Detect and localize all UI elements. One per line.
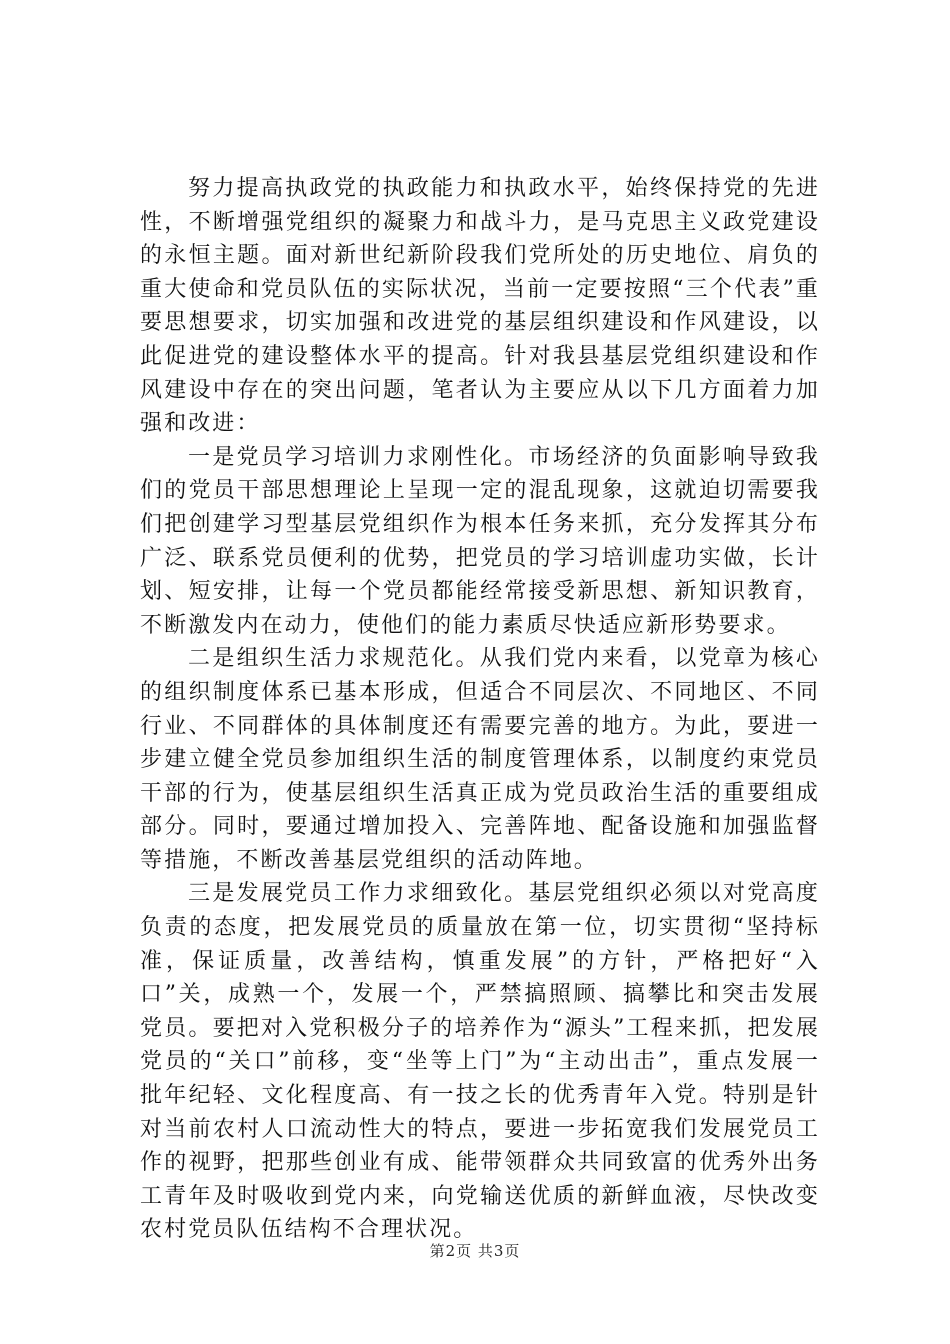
paragraph-point-3: 三是发展党员工作力求细致化。基层党组织必须以对党高度负责的态度，把发展党员的质量放在第一位，切实贯彻“坚持标准，保证质量，改善结构，慎重发展”的方针，严格把好“入口”关，成熟一个，发展一个，严禁搞照顾、搞攀比和突击发展党员。要把对入党积极分子的培养作为“源头”工程来抓，把发展党员的“关口”前移，变“坐等上门”为“主动出击”，重点发展一批年纪轻、文化程度高、有一技之长的优秀青年入党。特别是针对当前农村人口流动性大的特点，要进一步拓宽我们发展党员工作的视野，把那些创业有成、能带领群众共同致富的优秀外出务工青年及时吸收到党内来，向党输送优质的新鲜血液，尽快改变农村党员队伍结构不合理状况。	[140, 881, 820, 1243]
paragraph-point-2: 二是组织生活力求规范化。从我们党内来看，以党章为核心的组织制度体系已基本形成，但适合不同层次、不同地区、不同行业、不同群体的具体制度还有需要完善的地方。为此，要进一步建立健全党员参加组织生活的制度管理体系，以制度约束党员干部的行为，使基层组织生活真正成为党员政治生活的重要组成部分。同时，要通过增加投入、完善阵地、配备设施和加强监督等措施，不断改善基层党组织的活动阵地。	[140, 646, 820, 873]
paragraph-intro: 努力提高执政党的执政能力和执政水平，始终保持党的先进性，不断增强党组织的凝聚力和战斗力，是马克思主义政党建设的永恒主题。面对新世纪新阶段我们党所处的历史地位、肩负的重大使命和党员队伍的实际状况，当前一定要按照“三个代表”重要思想要求，切实加强和改进党的基层组织建设和作风建设，以此促进党的建设整体水平的提高。针对我县基层党组织建设和作风建设中存在的突出问题，笔者认为主要应从以下几方面着力加强和改进：	[140, 176, 820, 437]
document-body	[140, 172, 820, 1247]
paragraph-point-1: 一是党员学习培训力求刚性化。市场经济的负面影响导致我们的党员干部思想理论上呈现一定的混乱现象，这就迫切需要我们把创建学习型基层党组织作为根本任务来抓，充分发挥其分布广泛、联系党员便利的优势，把党员的学习培训虚功实做，长计划、短安排，让每一个党员都能经常接受新思想、新知识教育，不断激发内在动力，使他们的能力素质尽快适应新形势要求。	[140, 444, 820, 638]
page-footer: 第2页 共3页	[429, 1242, 521, 1260]
